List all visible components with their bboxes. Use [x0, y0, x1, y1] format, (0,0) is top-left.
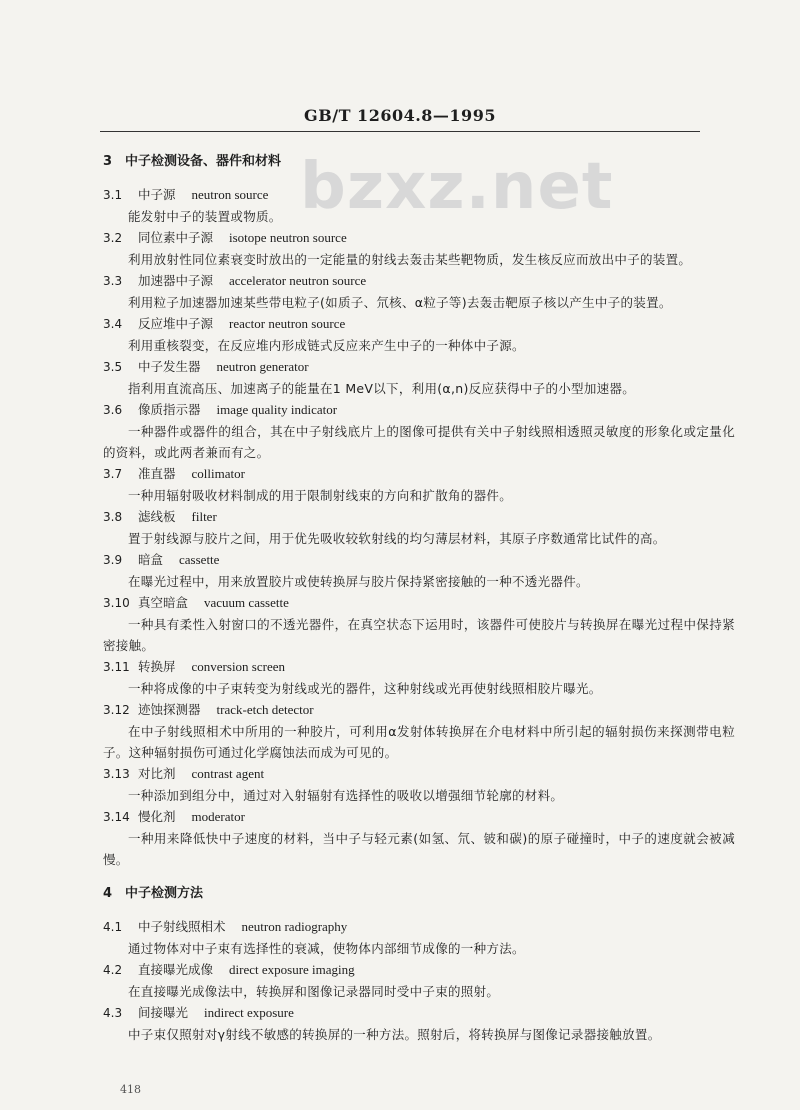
term-entry: [103, 806, 735, 870]
term-english: image quality indicator: [216, 402, 338, 417]
term-definition: 指利用直流高压、加速离子的能量在1 MeV以下，利用(α,n)反应获得中子的小型加速器。: [128, 381, 636, 396]
term-chinese: 反应堆中子源: [138, 316, 214, 331]
term-chinese: 中子发生器: [138, 359, 201, 374]
term-entry: [103, 313, 735, 356]
term-chinese: 迹蚀探测器: [138, 702, 201, 717]
term-definition: 中子束仅照射对γ射线不敏感的转换屏的一种方法。照射后，将转换屏与图像记录器接触放置。: [128, 1027, 661, 1042]
term-line: [103, 549, 735, 571]
term-english: neutron radiography: [241, 919, 348, 934]
term-line: [103, 399, 735, 421]
term-number: 4.3: [103, 1006, 123, 1020]
term-english: indirect exposure: [204, 1005, 294, 1020]
term-entry: [103, 270, 735, 313]
term-english: direct exposure imaging: [229, 962, 355, 977]
section-4-entries: [103, 916, 735, 1045]
term-number: 3.14: [103, 810, 130, 824]
term-line: [103, 184, 735, 206]
term-entry: [103, 399, 735, 463]
term-definition: 一种用来降低快中子速度的材料，当中子与轻元素(如氢、氘、铍和碳)的原子碰撞时，中子的速度就会被减慢。: [103, 831, 735, 867]
term-chinese: 中子源: [138, 187, 176, 202]
term-number: 4.2: [103, 963, 123, 977]
term-number: 3.3: [103, 274, 123, 288]
term-entry: [103, 549, 735, 592]
section-number: 3: [103, 154, 113, 169]
term-number: 3.6: [103, 403, 123, 417]
term-english: track-etch detector: [216, 702, 314, 717]
term-definition: 一种将成像的中子束转变为射线或光的器件，这种射线或光再使射线照相胶片曝光。: [128, 681, 602, 696]
term-chinese: 同位素中子源: [138, 230, 214, 245]
term-number: 3.2: [103, 231, 123, 245]
term-line: [103, 313, 735, 335]
term-entry: [103, 184, 735, 227]
term-line: [103, 463, 735, 485]
term-entry: [103, 1002, 735, 1045]
term-definition: 在中子射线照相术中所用的一种胶片，可利用α发射体转换屏在介电材料中所引起的辐射损伤来探测带电粒子。这种辐射损伤可通过化学腐蚀法而成为可见的。: [103, 724, 735, 760]
term-chinese: 暗盒: [138, 552, 164, 567]
term-entry: [103, 763, 735, 806]
term-line: [103, 592, 735, 614]
term-definition: 利用放射性同位素衰变时放出的一定能量的射线去轰击某些靶物质，发生核反应而放出中子的装置。: [128, 252, 692, 267]
term-english: isotope neutron source: [229, 230, 347, 245]
term-definition: 在曝光过程中，用来放置胶片或使转换屏与胶片保持紧密接触的一种不透光器件。: [128, 574, 589, 589]
term-number: 3.4: [103, 317, 123, 331]
term-entry: [103, 506, 735, 549]
term-chinese: 直接曝光成像: [138, 962, 214, 977]
term-number: 3.12: [103, 703, 130, 717]
term-number: 3.1: [103, 188, 123, 202]
term-number: 3.8: [103, 510, 123, 524]
term-line: [103, 1002, 735, 1024]
term-entry: [103, 656, 735, 699]
term-number: 3.5: [103, 360, 123, 374]
term-definition: 一种用辐射吸收材料制成的用于限制射线束的方向和扩散角的器件。: [128, 488, 513, 503]
term-definition: 在直接曝光成像法中，转换屏和图像记录器同时受中子束的照射。: [128, 984, 500, 999]
term-english: vacuum cassette: [204, 595, 289, 610]
term-chinese: 像质指示器: [138, 402, 201, 417]
section-title: 中子检测方法: [125, 886, 204, 901]
term-entry: [103, 592, 735, 656]
term-definition: 能发射中子的装置或物质。: [128, 209, 282, 224]
section-3-heading: [103, 152, 735, 172]
term-line: [103, 356, 735, 378]
term-line: [103, 806, 735, 828]
term-english: neutron source: [191, 187, 269, 202]
term-english: neutron generator: [216, 359, 309, 374]
term-chinese: 真空暗盒: [138, 595, 189, 610]
term-entry: [103, 916, 735, 959]
term-entry: [103, 699, 735, 763]
term-chinese: 滤线板: [138, 509, 176, 524]
term-chinese: 转换屏: [138, 659, 176, 674]
section-title: 中子检测设备、器件和材料: [125, 154, 282, 169]
term-chinese: 对比剂: [138, 766, 176, 781]
term-number: 3.11: [103, 660, 130, 674]
term-definition: 利用重核裂变，在反应堆内形成链式反应来产生中子的一种体中子源。: [128, 338, 525, 353]
term-line: [103, 916, 735, 938]
section-3-entries: [103, 184, 735, 870]
term-english: collimator: [191, 466, 245, 481]
term-line: [103, 506, 735, 528]
term-definition: 一种器件或器件的组合，其在中子射线底片上的图像可提供有关中子射线照相透照灵敏度的形象化或定量化的资料，或此两者兼而有之。: [103, 424, 735, 460]
page-number: 418: [120, 1083, 141, 1096]
term-line: [103, 227, 735, 249]
term-line: [103, 699, 735, 721]
term-number: 3.10: [103, 596, 130, 610]
term-english: cassette: [179, 552, 220, 567]
term-chinese: 加速器中子源: [138, 273, 214, 288]
term-number: 4.1: [103, 920, 123, 934]
term-line: [103, 270, 735, 292]
term-english: moderator: [191, 809, 245, 824]
term-line: [103, 763, 735, 785]
term-chinese: 慢化剂: [138, 809, 176, 824]
term-number: 3.9: [103, 553, 123, 567]
term-number: 3.13: [103, 767, 130, 781]
term-english: conversion screen: [191, 659, 286, 674]
term-definition: 利用粒子加速器加速某些带电粒子(如质子、氘核、α粒子等)去轰击靶原子核以产生中子的装置。: [128, 295, 672, 310]
section-4-heading: [103, 884, 735, 904]
term-line: [103, 959, 735, 981]
term-definition: 置于射线源与胶片之间，用于优先吸收较软射线的均匀薄层材料，其原子序数通常比试件的高。: [128, 531, 666, 546]
term-entry: [103, 463, 735, 506]
standard-header: GB/T 12604.8—1995: [304, 106, 496, 125]
term-definition: 一种具有柔性入射窗口的不透光器件，在真空状态下运用时，该器件可使胶片与转换屏在曝光过程中保持紧密接触。: [103, 617, 735, 653]
term-number: 3.7: [103, 467, 123, 481]
term-chinese: 中子射线照相术: [138, 919, 226, 934]
term-english: filter: [191, 509, 217, 524]
term-chinese: 间接曝光: [138, 1005, 189, 1020]
term-entry: [103, 959, 735, 1002]
term-entry: [103, 227, 735, 270]
term-english: accelerator neutron source: [229, 273, 367, 288]
term-chinese: 准直器: [138, 466, 176, 481]
term-english: reactor neutron source: [229, 316, 346, 331]
section-number: 4: [103, 886, 113, 901]
term-definition: 通过物体对中子束有选择性的衰减，使物体内部细节成像的一种方法。: [128, 941, 525, 956]
term-line: [103, 656, 735, 678]
document-body: [103, 152, 735, 1045]
term-entry: [103, 356, 735, 399]
term-definition: 一种添加到组分中，通过对入射辐射有选择性的吸收以增强细节轮廓的材料。: [128, 788, 564, 803]
watermark: bzxz.net: [300, 150, 614, 224]
term-english: contrast agent: [191, 766, 265, 781]
header-rule: [100, 131, 700, 132]
